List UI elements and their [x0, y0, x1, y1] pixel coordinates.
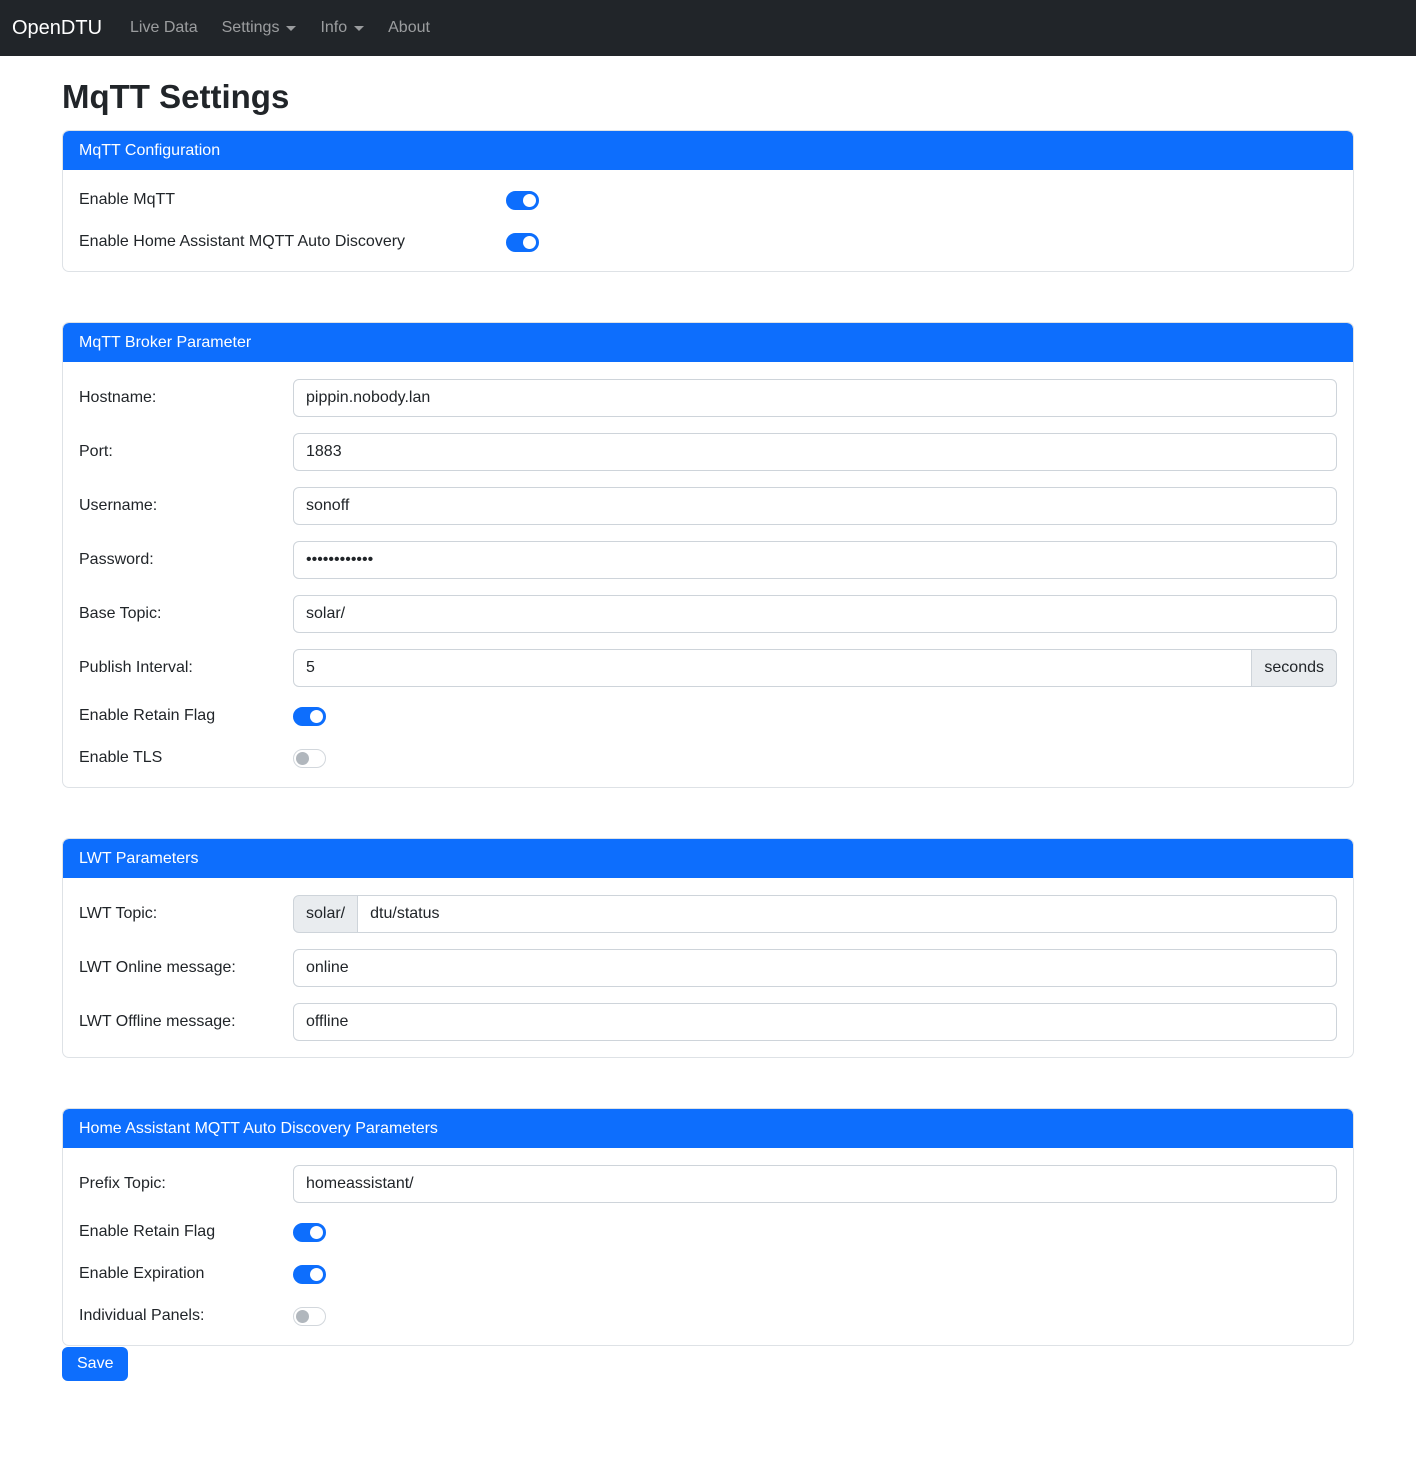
card-header-mqtt-broker-parameter: MqTT Broker Parameter: [63, 323, 1353, 362]
nav-item-info-label: Info: [320, 19, 348, 36]
port-input[interactable]: [293, 433, 1337, 471]
card-header-mqtt-configuration: MqTT Configuration: [63, 131, 1353, 170]
row-enable-tls: [79, 745, 1337, 771]
lwt-offline-message-input[interactable]: [293, 1003, 1337, 1041]
password-input[interactable]: [293, 541, 1337, 579]
row-password: [79, 541, 1337, 579]
nav-item-about-label: About: [388, 19, 430, 36]
hostname-input[interactable]: [293, 379, 1337, 417]
individual-panels-label: Individual Panels:: [79, 1307, 205, 1324]
row-base-topic: [79, 595, 1337, 633]
row-publish-interval: [79, 649, 1337, 687]
base-topic-input[interactable]: [293, 595, 1337, 633]
card-mqtt-broker-parameter: [62, 322, 1354, 788]
enable-retain-flag-label: Enable Retain Flag: [79, 707, 216, 724]
nav-item-settings-label: Settings: [221, 19, 280, 36]
enable-mqtt-label: Enable MqTT: [79, 191, 176, 208]
base-topic-label: Base Topic:: [79, 605, 162, 622]
row-prefix-topic: [79, 1165, 1337, 1203]
card-mqtt-configuration: [62, 130, 1354, 272]
prefix-topic-input[interactable]: [293, 1165, 1337, 1203]
save-button[interactable]: Save: [62, 1347, 128, 1381]
individual-panels-toggle[interactable]: [293, 1307, 326, 1326]
lwt-topic-label: LWT Topic:: [79, 905, 158, 922]
lwt-online-message-input[interactable]: [293, 949, 1337, 987]
hass-enable-retain-flag-toggle[interactable]: [293, 1223, 326, 1242]
lwt-topic-input[interactable]: [357, 895, 1337, 933]
nav-item-settings[interactable]: [214, 11, 305, 45]
brand-opendtu[interactable]: OpenDTU: [12, 16, 103, 39]
lwt-offline-message-label: LWT Offline message:: [79, 1013, 236, 1030]
enable-retain-flag-toggle[interactable]: [293, 707, 326, 726]
enable-hass-discovery-label: Enable Home Assistant MQTT Auto Discovery: [79, 233, 406, 250]
hostname-label: Hostname:: [79, 389, 157, 406]
nav-menu: [118, 11, 442, 45]
row-hass-enable-retain-flag: [79, 1219, 1337, 1245]
enable-expiration-toggle[interactable]: [293, 1265, 326, 1284]
nav-item-live-data-label: Live Data: [130, 19, 198, 36]
publish-interval-input[interactable]: [293, 649, 1252, 687]
row-individual-panels: [79, 1303, 1337, 1329]
publish-interval-label: Publish Interval:: [79, 659, 193, 676]
port-label: Port:: [79, 443, 113, 460]
password-label: Password:: [79, 551, 154, 568]
username-input[interactable]: [293, 487, 1337, 525]
card-header-lwt-parameters: LWT Parameters: [63, 839, 1353, 878]
chevron-down-icon: [354, 26, 364, 31]
row-enable-mqtt: [79, 187, 1337, 213]
enable-mqtt-toggle[interactable]: [506, 191, 539, 210]
lwt-topic-prefix: solar/: [293, 895, 358, 933]
row-hostname: [79, 379, 1337, 417]
enable-tls-label: Enable TLS: [79, 749, 163, 766]
username-label: Username:: [79, 497, 158, 514]
card-hass-discovery-parameters: [62, 1108, 1354, 1346]
hass-enable-retain-flag-label: Enable Retain Flag: [79, 1223, 216, 1240]
page-title: MqTT Settings: [62, 78, 290, 115]
card-header-hass-discovery-parameters: Home Assistant MQTT Auto Discovery Parameters: [63, 1109, 1353, 1148]
card-lwt-parameters: [62, 838, 1354, 1058]
row-lwt-online-message: [79, 949, 1337, 987]
row-lwt-offline-message: [79, 1003, 1337, 1041]
row-enable-hass-discovery: [79, 229, 1337, 255]
top-navbar: [0, 0, 1416, 56]
publish-interval-unit: seconds: [1251, 649, 1337, 687]
nav-item-live-data[interactable]: [122, 11, 206, 45]
enable-expiration-label: Enable Expiration: [79, 1265, 205, 1282]
nav-item-about[interactable]: [380, 11, 438, 45]
row-username: [79, 487, 1337, 525]
row-enable-expiration: [79, 1261, 1337, 1287]
nav-item-info[interactable]: [312, 11, 372, 45]
main-content: [62, 56, 1354, 1381]
enable-tls-toggle[interactable]: [293, 749, 326, 768]
lwt-online-message-label: LWT Online message:: [79, 959, 236, 976]
row-port: [79, 433, 1337, 471]
prefix-topic-label: Prefix Topic:: [79, 1175, 166, 1192]
row-enable-retain-flag: [79, 703, 1337, 729]
row-lwt-topic: [79, 895, 1337, 933]
chevron-down-icon: [286, 26, 296, 31]
enable-hass-discovery-toggle[interactable]: [506, 233, 539, 252]
